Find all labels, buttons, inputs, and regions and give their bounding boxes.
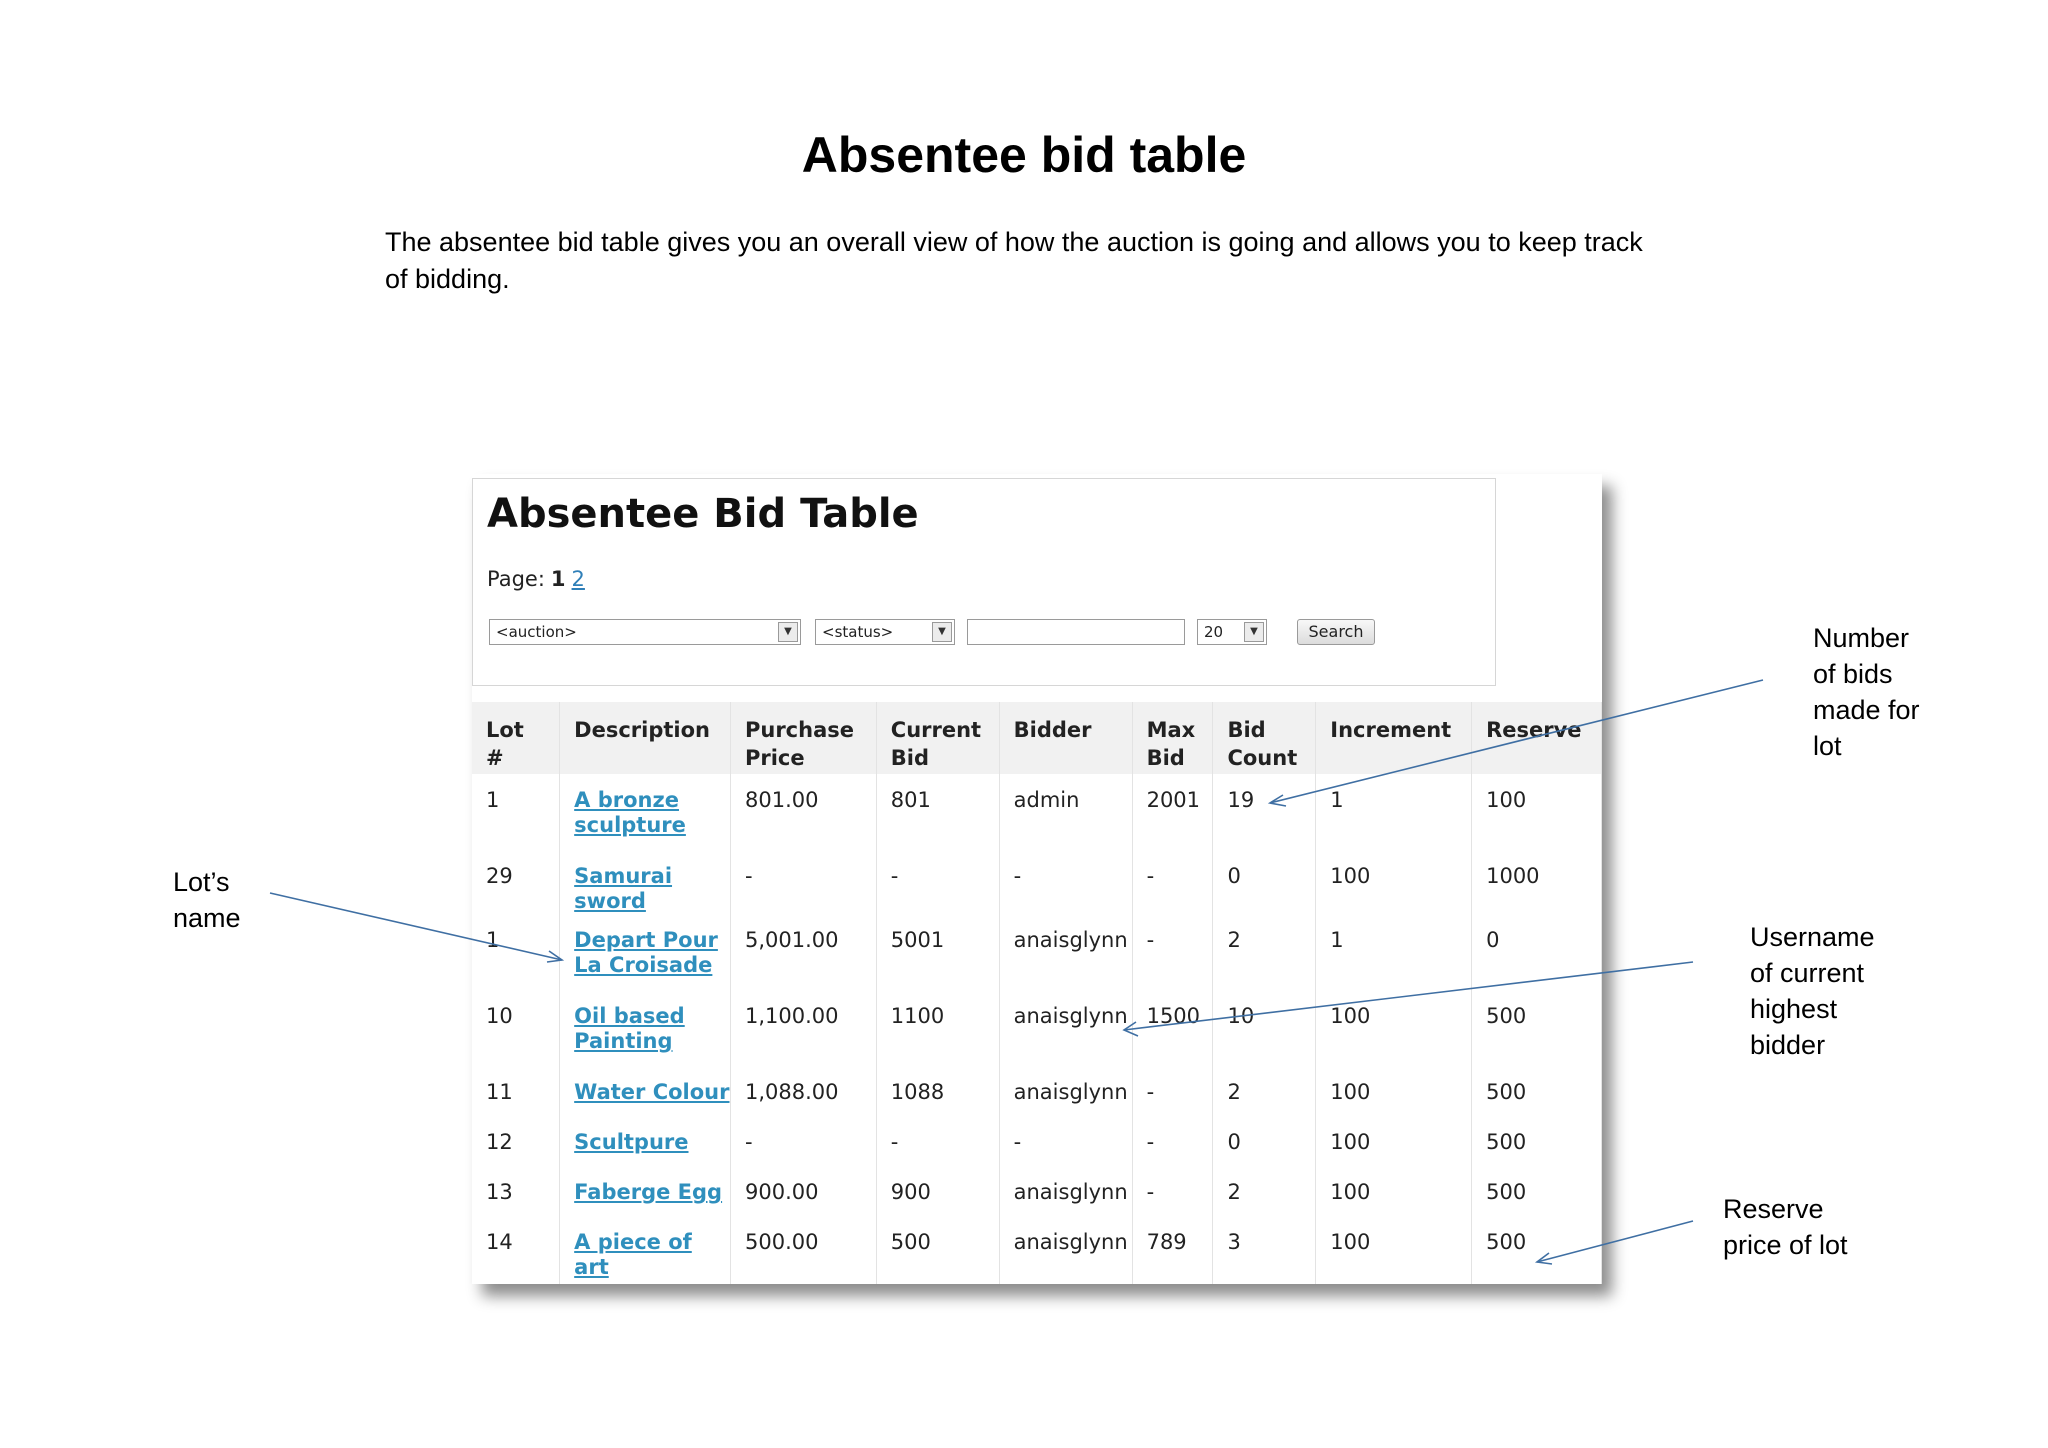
cell-current: 500 [876,1216,999,1284]
cell-reserve: 500 [1472,1116,1602,1166]
cell-max: - [1132,1166,1213,1216]
column-header: Bid Count [1213,702,1316,774]
cell-max: - [1132,1116,1213,1166]
cell-current: 1088 [876,1066,999,1116]
cell-current: 1100 [876,990,999,1066]
status-select-value: <status> [822,623,894,641]
cell-bidder: - [999,850,1132,914]
arrow-bidder [1124,962,1693,1036]
document-title: Absentee bid table [801,127,1247,183]
cell-reserve: 500 [1472,1216,1602,1284]
cell-reserve: 500 [1472,990,1602,1066]
cell-lot: 1 [472,774,560,850]
cell-max: - [1132,1066,1213,1116]
intro-paragraph: The absentee bid table gives you an overall view of how the auction is going and allows you to keep track of bidding. [385,227,1643,294]
cell-increment: 100 [1316,850,1472,914]
auction-select-value: <auction> [496,623,577,641]
chevron-down-icon: ▼ [1244,622,1264,642]
chevron-down-icon: ▼ [778,622,798,642]
arrow-bid-count [1270,680,1763,806]
column-header: Lot # [472,702,560,774]
chevron-down-icon: ▼ [932,622,952,642]
annotation-reserve: Reserve price of lot [1723,1194,1848,1260]
cell-lot: 10 [472,990,560,1066]
cell-purchase: 900.00 [730,1166,876,1216]
lot-description-link[interactable]: Water Colour [574,1080,730,1104]
cell-count: 2 [1213,1166,1316,1216]
cell-max: 1500 [1132,990,1213,1066]
column-header: Description [560,702,731,774]
column-header: Increment [1316,702,1472,774]
cell-purchase: 1,088.00 [730,1066,876,1116]
cell-lot: 14 [472,1216,560,1284]
page-link-2[interactable]: 2 [571,567,585,591]
cell-current: 5001 [876,914,999,990]
cell-max: 789 [1132,1216,1213,1284]
cell-current: - [876,1116,999,1166]
cell-lot: 13 [472,1166,560,1216]
cell-lot: 29 [472,850,560,914]
lot-description-link[interactable]: Scultpure [574,1130,689,1154]
cell-reserve: 100 [1472,774,1602,850]
cell-purchase: - [730,850,876,914]
lot-description-link[interactable]: A bronze sculpture [574,788,686,837]
search-button[interactable]: Search [1297,619,1375,645]
cell-count: 10 [1213,990,1316,1066]
cell-current: 801 [876,774,999,850]
annotation-lot-name: Lot’s name [173,867,241,933]
cell-count: 0 [1213,1116,1316,1166]
cell-reserve: 500 [1472,1166,1602,1216]
cell-lot: 12 [472,1116,560,1166]
cell-count: 3 [1213,1216,1316,1284]
cell-bidder: - [999,1116,1132,1166]
cell-increment: 1 [1316,774,1472,850]
cell-increment: 100 [1316,990,1472,1066]
cell-bidder: anaisglynn [999,1216,1132,1284]
lot-description-link[interactable]: Oil based Painting [574,1004,685,1053]
page-size-value: 20 [1204,623,1224,641]
lot-description-link[interactable]: A piece of art [574,1230,692,1279]
cell-current: 900 [876,1166,999,1216]
cell-increment: 1 [1316,914,1472,990]
column-header: Max Bid [1132,702,1213,774]
cell-purchase: 1,100.00 [730,990,876,1066]
cell-increment: 100 [1316,1116,1472,1166]
cell-increment: 100 [1316,1216,1472,1284]
cell-purchase: 500.00 [730,1216,876,1284]
cell-reserve: 500 [1472,1066,1602,1116]
current-page: 1 [550,567,566,591]
cell-increment: 100 [1316,1066,1472,1116]
cell-max: - [1132,850,1213,914]
column-header: Reserve [1472,702,1602,774]
cell-count: 19 [1213,774,1316,850]
cell-lot: 1 [472,914,560,990]
cell-count: 2 [1213,1066,1316,1116]
cell-bidder: anaisglynn [999,1066,1132,1116]
cell-increment: 100 [1316,1166,1472,1216]
column-header: Purchase Price [730,702,876,774]
annotation-bid-count: Number of bids made for lot [1813,623,1920,761]
cell-max: 2001 [1132,774,1213,850]
cell-reserve: 1000 [1472,850,1602,914]
column-header: Current Bid [876,702,999,774]
column-header: Bidder [999,702,1132,774]
cell-purchase: 5,001.00 [730,914,876,990]
lot-description-link[interactable]: Faberge Egg [574,1180,723,1204]
cell-count: 2 [1213,914,1316,990]
cell-lot: 11 [472,1066,560,1116]
cell-bidder: admin [999,774,1132,850]
cell-count: 0 [1213,850,1316,914]
arrow-reserve [1537,1221,1693,1264]
annotation-bidder: Username of current highest bidder [1750,922,1875,1060]
cell-purchase: 801.00 [730,774,876,850]
page-label: Page: [487,567,545,591]
page-title: Absentee Bid Table [487,491,919,537]
cell-reserve: 0 [1472,914,1602,990]
cell-max: - [1132,914,1213,990]
cell-current: - [876,850,999,914]
cell-bidder: anaisglynn [999,914,1132,990]
arrow-lot-name [270,893,562,962]
cell-bidder: anaisglynn [999,1166,1132,1216]
lot-description-link[interactable]: Samurai sword [574,864,673,913]
lot-description-link[interactable]: Depart Pour La Croisade [574,928,718,977]
cell-bidder: anaisglynn [999,990,1132,1066]
cell-purchase: - [730,1116,876,1166]
